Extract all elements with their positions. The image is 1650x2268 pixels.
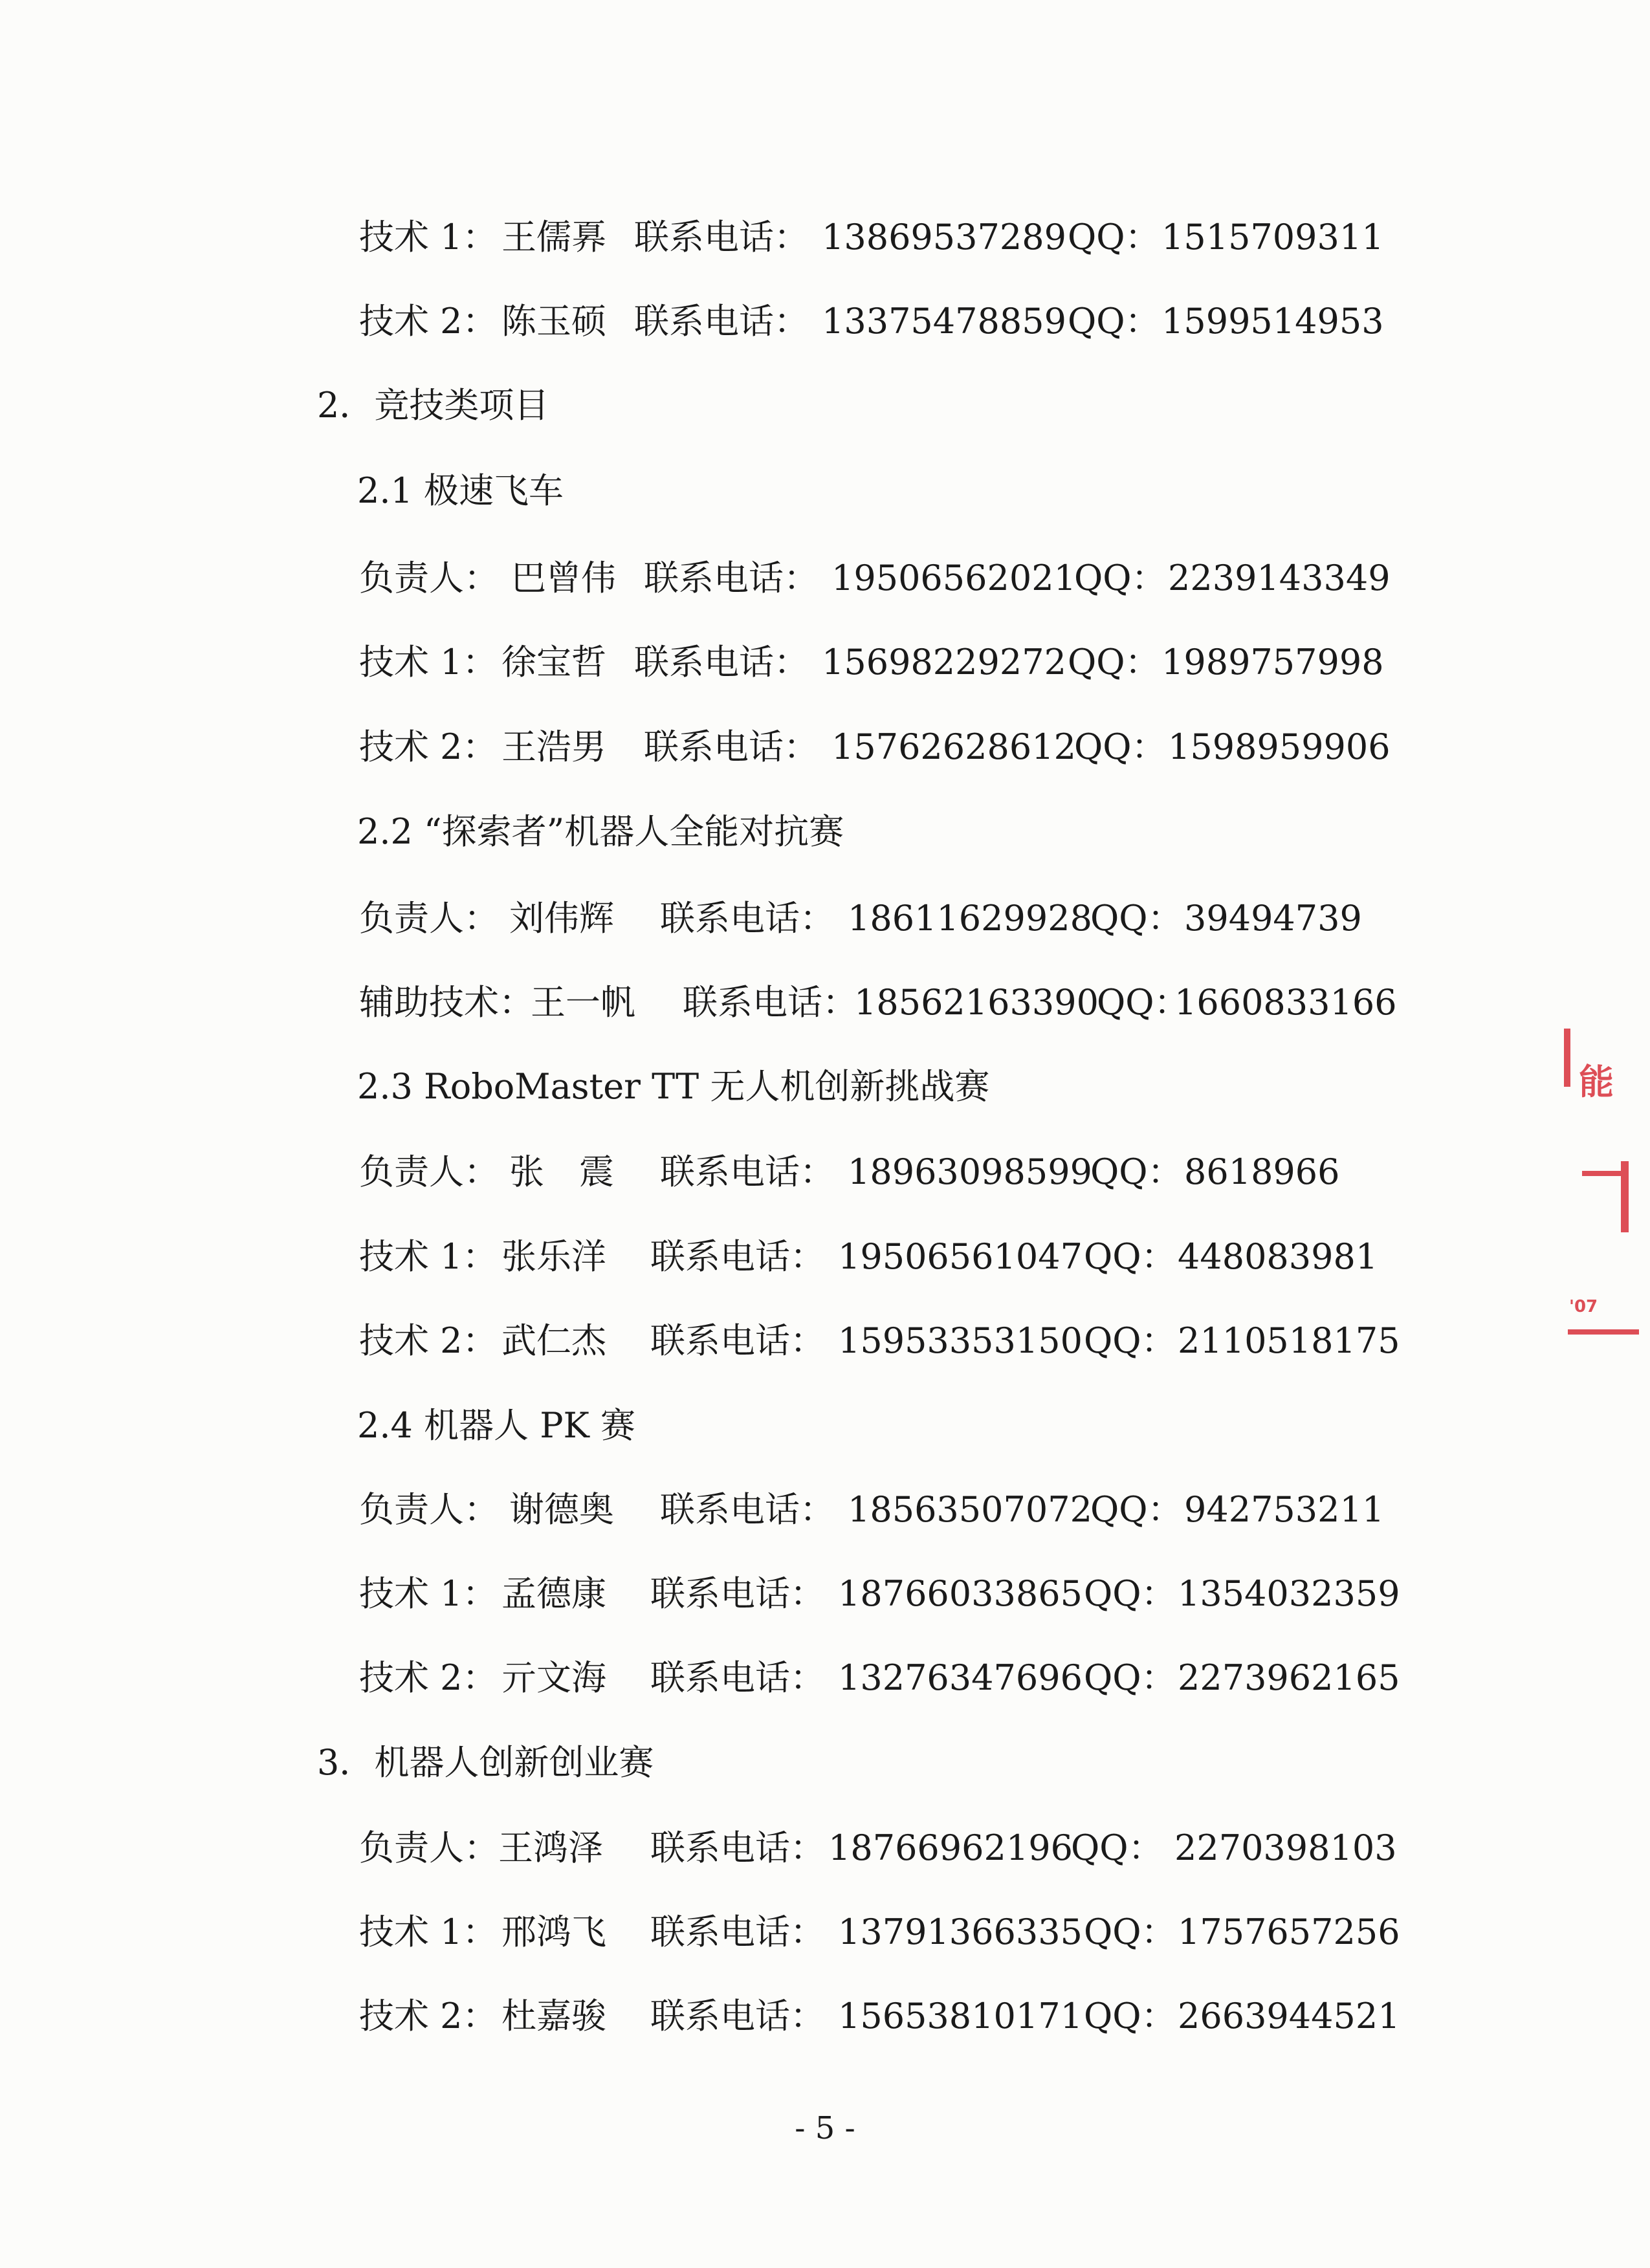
- seal-character: 能: [1579, 1062, 1614, 1102]
- phone-label: 联系电话：: [634, 642, 809, 682]
- phone-number: 18563507072: [848, 1489, 1092, 1530]
- role-label: 技术 2：: [359, 1996, 498, 2036]
- qq-number: 448083981: [1178, 1236, 1378, 1277]
- phone-number: 15953353150: [838, 1320, 1083, 1361]
- qq-label: QQ：: [1090, 1489, 1183, 1530]
- phone-label: 联系电话：: [644, 558, 819, 598]
- subsection-heading: 2.3 RoboMaster TT 无人机创新挑战赛: [357, 1066, 990, 1107]
- phone-label: 联系电话：: [660, 1151, 835, 1192]
- person-name: 王一帆: [531, 982, 635, 1023]
- subsection-heading: 2.1 极速飞车: [357, 470, 564, 511]
- seal-edge: [1564, 1029, 1570, 1087]
- role-label: 负责人：: [359, 1827, 499, 1868]
- role-label: 技术 1：: [359, 1236, 498, 1277]
- qq-label: QQ：: [1084, 1320, 1176, 1361]
- phone-number: 13869537289: [822, 217, 1066, 257]
- phone-number: 18766962196: [828, 1827, 1073, 1868]
- seal-year: '07: [1569, 1297, 1598, 1316]
- person-name: 巴曾伟: [511, 558, 616, 598]
- phone-label: 联系电话：: [650, 1320, 825, 1361]
- role-label: 技术 2：: [359, 726, 498, 767]
- phone-label: 联系电话：: [634, 301, 809, 342]
- phone-label: 联系电话：: [650, 1573, 825, 1614]
- phone-label: 联系电话：: [644, 726, 819, 767]
- phone-number: 18766033865: [838, 1573, 1083, 1614]
- person-name: 徐宝哲: [501, 642, 606, 682]
- phone-number: 18562163390: [854, 982, 1099, 1023]
- phone-label: 联系电话：: [650, 1657, 825, 1698]
- section-heading: 2．竞技类项目: [317, 385, 549, 426]
- role-label: 负责人：: [359, 1489, 499, 1530]
- person-name: 张 震: [509, 1151, 614, 1192]
- qq-number: 1515709311: [1161, 217, 1384, 257]
- role-label: 辅助技术：: [359, 982, 534, 1023]
- qq-label: QQ：: [1084, 1573, 1176, 1614]
- qq-number: 2270398103: [1174, 1827, 1397, 1868]
- phone-number: 15653810171: [838, 1996, 1083, 2036]
- role-label: 技术 2：: [359, 1657, 498, 1698]
- phone-number: 18611629928: [848, 898, 1092, 939]
- person-name: 邢鸿飞: [501, 1912, 606, 1952]
- phone-number: 13375478859: [822, 301, 1066, 342]
- qq-number: 8618966: [1184, 1151, 1340, 1192]
- role-label: 技术 1：: [359, 217, 498, 257]
- role-label: 负责人：: [359, 558, 499, 598]
- person-name: 王鸿泽: [498, 1827, 603, 1868]
- phone-number: 13276347696: [838, 1657, 1083, 1698]
- phone-label: 联系电话：: [634, 217, 809, 257]
- person-name: 陈玉硕: [501, 301, 606, 342]
- qq-number: 1757657256: [1178, 1912, 1400, 1952]
- phone-label: 联系电话：: [660, 1489, 835, 1530]
- person-name: 武仁杰: [501, 1320, 606, 1361]
- qq-number: 1599514953: [1161, 301, 1384, 342]
- qq-label: QQ：: [1068, 642, 1160, 682]
- qq-number: 1989757998: [1161, 642, 1384, 682]
- qq-label: QQ：: [1084, 1912, 1176, 1952]
- qq-number: 1660833166: [1174, 982, 1397, 1023]
- role-label: 负责人：: [359, 1151, 499, 1192]
- qq-label: QQ：: [1068, 217, 1160, 257]
- phone-label: 联系电话：: [650, 1996, 825, 2036]
- phone-number: 19506561047: [838, 1236, 1083, 1277]
- phone-label: 联系电话：: [660, 898, 835, 939]
- role-label: 技术 1：: [359, 642, 498, 682]
- person-name: 王儒奡: [501, 217, 606, 257]
- role-label: 技术 1：: [359, 1912, 498, 1952]
- section-heading: 3．机器人创新创业赛: [317, 1742, 654, 1783]
- qq-number: 2273962165: [1178, 1657, 1400, 1698]
- seal-edge: [1582, 1171, 1627, 1176]
- qq-label: QQ：: [1084, 1657, 1176, 1698]
- subsection-heading: 2.2 “探索者”机器人全能对抗赛: [357, 811, 844, 852]
- qq-number: 2239143349: [1168, 558, 1391, 598]
- phone-number: 13791366335: [838, 1912, 1083, 1952]
- person-name: 张乐洋: [501, 1236, 606, 1277]
- person-name: 刘伟辉: [509, 898, 614, 939]
- person-name: 杜嘉骏: [501, 1996, 606, 2036]
- phone-number: 15762628612: [831, 726, 1076, 767]
- qq-number: 39494739: [1184, 898, 1362, 939]
- person-name: 谢德奥: [509, 1489, 614, 1530]
- phone-label: 联系电话：: [650, 1827, 825, 1868]
- qq-number: 2663944521: [1178, 1996, 1400, 2036]
- qq-label: QQ：: [1074, 726, 1167, 767]
- qq-label: QQ：: [1090, 898, 1183, 939]
- subsection-heading: 2.4 机器人 PK 赛: [357, 1405, 636, 1446]
- role-label: 负责人：: [359, 898, 499, 939]
- qq-label: QQ：: [1084, 1236, 1176, 1277]
- person-name: 孟德康: [501, 1573, 606, 1614]
- person-name: 王浩男: [501, 726, 606, 767]
- qq-label: QQ：: [1097, 982, 1189, 1023]
- phone-label: 联系电话：: [650, 1236, 825, 1277]
- phone-label: 联系电话：: [650, 1912, 825, 1952]
- seal-edge: [1568, 1329, 1639, 1335]
- official-seal: [1556, 1022, 1650, 1358]
- phone-number: 18963098599: [848, 1151, 1092, 1192]
- qq-number: 2110518175: [1178, 1320, 1400, 1361]
- qq-label: QQ：: [1090, 1151, 1183, 1192]
- qq-label: QQ：: [1084, 1996, 1176, 2036]
- role-label: 技术 1：: [359, 1573, 498, 1614]
- qq-label: QQ：: [1074, 558, 1167, 598]
- qq-number: 942753211: [1184, 1489, 1385, 1530]
- phone-number: 19506562021: [831, 558, 1076, 598]
- phone-number: 15698229272: [822, 642, 1066, 682]
- qq-label: QQ：: [1068, 301, 1160, 342]
- role-label: 技术 2：: [359, 301, 498, 342]
- qq-number: 1354032359: [1178, 1573, 1400, 1614]
- qq-number: 1598959906: [1168, 726, 1391, 767]
- qq-label: QQ：: [1071, 1827, 1163, 1868]
- role-label: 技术 2：: [359, 1320, 498, 1361]
- page-number: - 5 -: [795, 2110, 855, 2146]
- person-name: 亓文海: [501, 1657, 606, 1698]
- phone-label: 联系电话：: [683, 982, 857, 1023]
